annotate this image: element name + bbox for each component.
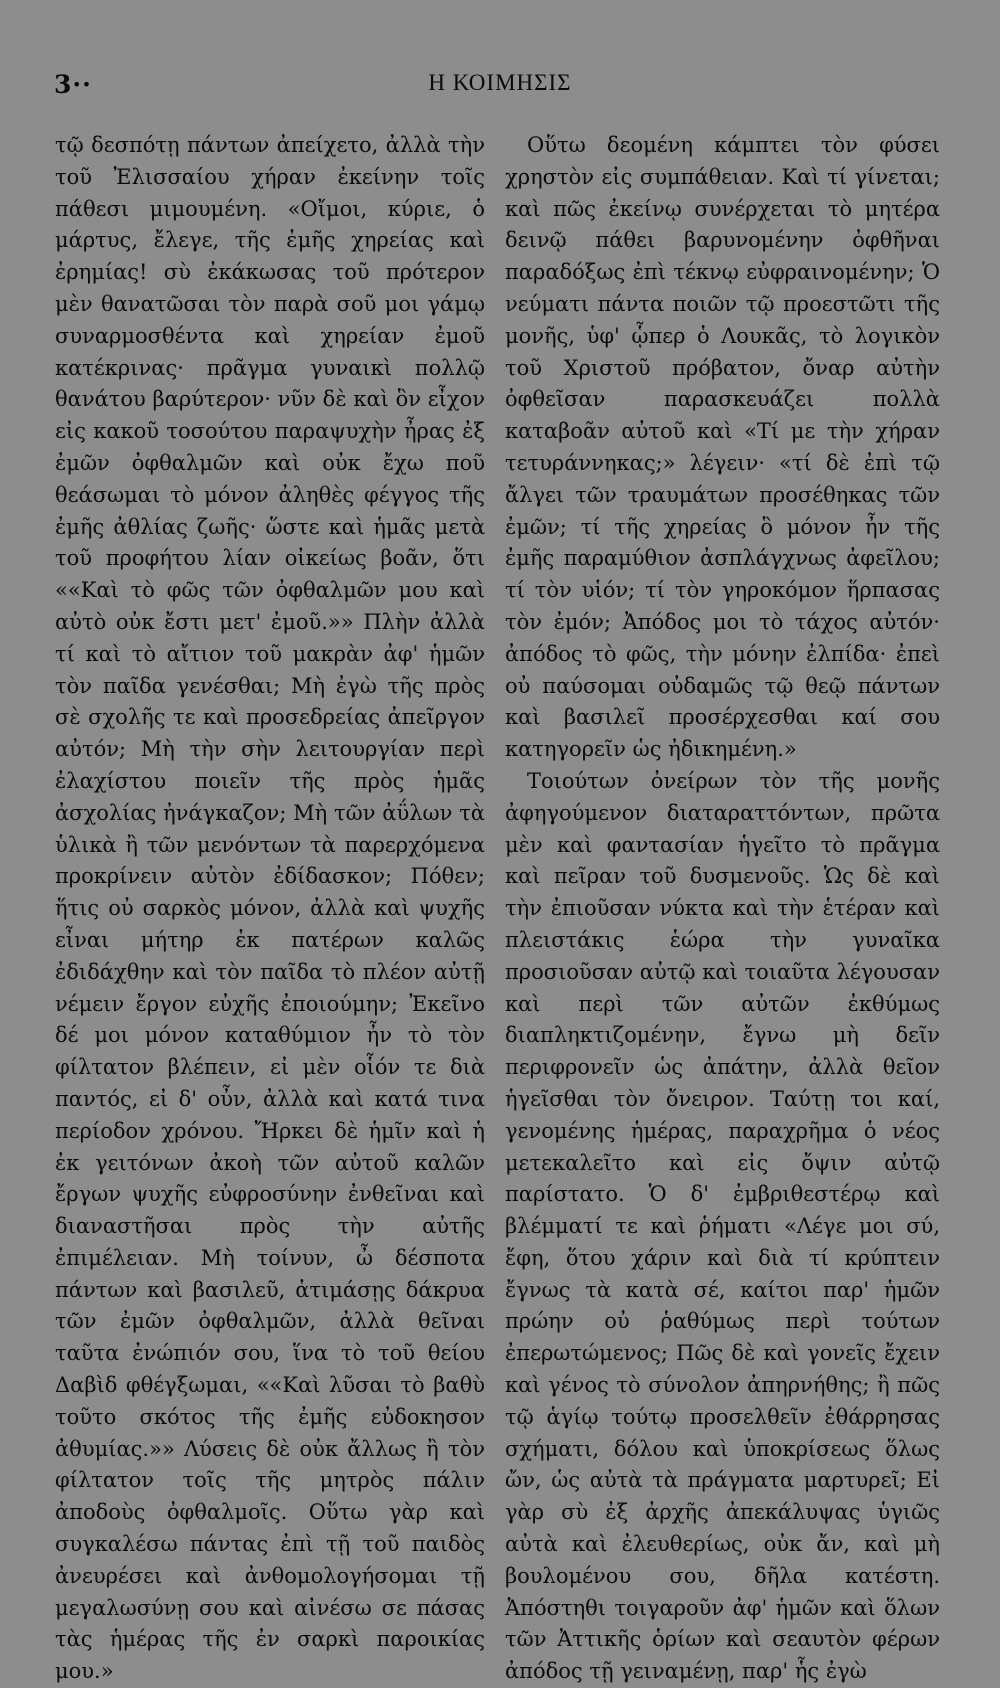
running-head (48, 70, 952, 110)
right-column (505, 130, 940, 1688)
running-title: Η ΚΟΙΜΗΣΙΣ (428, 70, 572, 95)
right-paragraph-2: Τοιούτων ὀνείρων τὸν τῆς μονῆς ἀφηγούμενον διαταραττόντων, πρῶτα μὲν καὶ φαντασίαν ἡγεῖτο τὸ πρᾶγμα καὶ πεῖραν τοῦ δυσμενοῦς. Ὡς δὲ καὶ τὴν ἐπιοῦσαν νύκτα καὶ τὴν ἑτέραν καὶ πλειστάκις ἑώρα τὴν γυναῖκα προσιοῦσαν αὐτῷ καὶ τοιαῦτα λέγουσαν καὶ περὶ τῶν αὐτῶν ἐκθύμως διαπληκτιζομένην, ἔγνω μὴ δεῖν περιφρονεῖν ὡς ἀπάτην, ἀλλὰ θεῖον ἡγεῖσθαι τὸν ὄνειρον. Ταύτῃ τοι καί, γενομένης ἡμέρας, παραχρῆμα ὁ νέος μετεκαλεῖτο καὶ εἰς ὄψιν αὐτῷ παρίστατο. Ὁ δ' ἐμβριθεστέρῳ καὶ βλέμματί τε καὶ ῥήματι «Λέγε μοι σύ, ἔφη, ὅτου χάριν καὶ διὰ τί κρύπτειν ἔγνως τὰ κατὰ σέ, καίτοι παρ' ἡμῶν πρώην οὐ ῥαθύμως περὶ τούτων ἐπερωτώμενος; Πῶς δὲ καὶ γονεῖς ἔχειν καὶ γένος τὸ σύνολον ἀπηρνήθης; ἢ πῶς τῷ ἁγίῳ τούτῳ προσελθεῖν ἐθάρρησας σχήματι, δόλου καὶ ὑποκρίσεως ὅλως ὤν, ὡς αὐτὰ τὰ πράγματα μαρτυρεῖ; Εἰ γὰρ σὺ ἐξ ἀρχῆς ἀπεκάλυψας ὑγιῶς αὐτὰ καὶ ἐλευθερίως, οὐκ ἄν, καὶ μὴ βουλομένου σου, δῆλα κατέστη. Ἀπόστηθι τοιγαροῦν ἀφ' ἡμῶν καὶ ὅλων τῶν Ἀττικῆς ὁρίων καὶ σεαυτὸν φέρων ἀπόδος τῇ γειναμένῃ, παρ' ἧς ἐγὼ (505, 768, 940, 1684)
left-paragraph-1: τῷ δεσπότῃ πάντων ἀπείχετο, ἀλλὰ τὴν τοῦ Ἐλισσαίου χήραν ἐκείνην τοῖς πάθεσι μιμουμένη. «Οἴμοι, κύριε, ὁ μάρτυς, ἔλεγε, τῆς ἐμῆς χηρείας καὶ ἐρημίας! σὺ ἐκάκωσας τοῦ πρότερον μὲν θανατῶσαι τὸν παρὰ σοῦ μοι γάμῳ συναρμοσθέντα καὶ χηρείαν ἐμοῦ κατέκρινας· πρᾶγμα γυναικὶ πολλῷ θανάτου βαρύτερον· νῦν δὲ καὶ ὃν εἶχον εἰς κακοῦ τοσούτου παραψυχὴν ἦρας ἐξ ἐμῶν ὀφθαλμῶν καὶ οὐκ ἔχω ποῦ θεάσωμαι τὸ μόνον ἀληθὲς φέγγος τῆς ἐμῆς ἀθλίας ζωῆς· ὥστε καὶ ἡμᾶς μετὰ τοῦ προφήτου λίαν οἰκείως βοᾶν, ὅτι ««Καὶ τὸ φῶς τῶν ὀφθαλμῶν μου καὶ αὐτὸ οὐκ ἔστι μετ' ἐμοῦ.»» Πλὴν ἀλλὰ τί καὶ τὸ αἴτιον τοῦ μακρὰν ἀφ' ἡμῶν τὸν παῖδα γενέσθαι; Μὴ ἐγὼ τῆς πρὸς σὲ σχολῆς τε καὶ προσεδρείας ἀπεῖργον αὐτόν; Μὴ τὴν σὴν λειτουργίαν περὶ ἐλαχίστου ποιεῖν τῆς πρὸς ἡμᾶς ἀσχολίας ἠνάγκαζον; Μὴ τῶν ἀΰλων τὰ ὑλικὰ ἢ τῶν μενόντων τὰ παρερχόμενα προκρίνειν αὐτὸν ἐδίδασκον; Πόθεν; ἥτις οὐ σαρκὸς μόνον, ἀλλὰ καὶ ψυχῆς εἶναι μήτηρ ἐκ πατέρων καλῶς ἐδιδάχθην καὶ τὸν παῖδα τὸ πλέον αὐτῇ νέμειν ἔργον εὐχῆς ἐποιούμην; Ἐκεῖνο δέ μοι μόνον καταθύμιον ἦν τὸ τὸν φίλτατον βλέπειν, εἰ μὲν οἷόν τε διὰ παντός, εἰ δ' οὖν, ἀλλὰ καὶ κατά τινα περίοδον χρόνου. Ἤρκει δὲ ἡμῖν καὶ ἡ ἐκ γειτόνων ἀκοὴ τῶν αὐτοῦ καλῶν ἔργων ψυχῆς εὐφροσύνην ἐνθεῖναι καὶ διαναστῆσαι πρὸς τὴν αὐτῆς ἐπιμέλειαν. Μὴ τοίνυν, ὦ δέσποτα πάντων καὶ βασιλεῦ, ἀτιμάσῃς δάκρυα τῶν ἐμῶν ὀφθαλμῶν, ἀλλὰ θεῖναι ταῦτα ἐνώπιόν σου, ἵνα τὸ τοῦ θείου Δαβὶδ φθέγξωμαι, ««Καὶ λῦσαι τὸ βαθὺ τοῦτο σκότος τῆς ἐμῆς εὐδοκησον ἀθυμίας.»» Λύσεις δὲ οὐκ ἄλλως ἢ τὸν φίλτατον τοῖς τῆς μητρὸς πάλιν ἀποδοὺς ὀφθαλμοῖς. Οὕτω γὰρ καὶ συγκαλέσω πάντας ἐπὶ τῇ τοῦ παιδὸς ἀνευρέσει καὶ ἀνθομολογήσομαι τῇ μεγαλωσύνῃ σου καὶ αἰνέσω σε πάσας τὰς ἡμέρας τῆς ἐν σαρκὶ παροικίας μου.» (55, 133, 485, 1684)
page-number: 3·· (54, 70, 92, 99)
left-column (55, 130, 485, 1688)
right-paragraph-1: Οὕτω δεομένη κάμπτει τὸν φύσει χρηστὸν εἰς συμπάθειαν. Καὶ τί γίνεται; καὶ πῶς ἐκείνῳ συνέρχεται τὸ μητέρα δεινῷ πάθει βαρυνομένην ὀφθῆναι παραδόξως ἐπὶ τέκνῳ εὐφραινομένην; Ὁ νεύματι πάντα ποιῶν τῷ προεστῶτι τῆς μονῆς, ὑφ' ᾧπερ ὁ Λουκᾶς, τὸ λογικὸν τοῦ Χριστοῦ πρόβατον, ὄναρ αὐτὴν ὀφθεῖσαν παρασκευάζει πολλὰ καταβοᾶν αὐτοῦ καὶ «Τί με τὴν χήραν τετυράννηκας;» λέγειν· «τί δὲ ἐπὶ τῷ ἄλγει τῶν τραυμάτων προσέθηκας τῶν ἐμῶν; τί τῆς χηρείας ὃ μόνον ἦν τῆς ἐμῆς παραμύθιον ἀσπλάγχνως ἀφεῖλου; τί τὸν υἱόν; τί τὸν γηροκόμον ἥρπασας τὸν ἐμόν; Ἀπόδος μοι τὸ τάχος αὐτόν· ἀπόδος τὸ φῶς, τὴν μόνην ἐλπίδα· ἐπεὶ οὐ παύσομαι οὐδαμῶς τῷ θεῷ πάντων καὶ βασιλεῖ προσέρχεσθαι καί σου κατηγορεῖν ὡς ἠδικημένη.» (505, 133, 940, 762)
